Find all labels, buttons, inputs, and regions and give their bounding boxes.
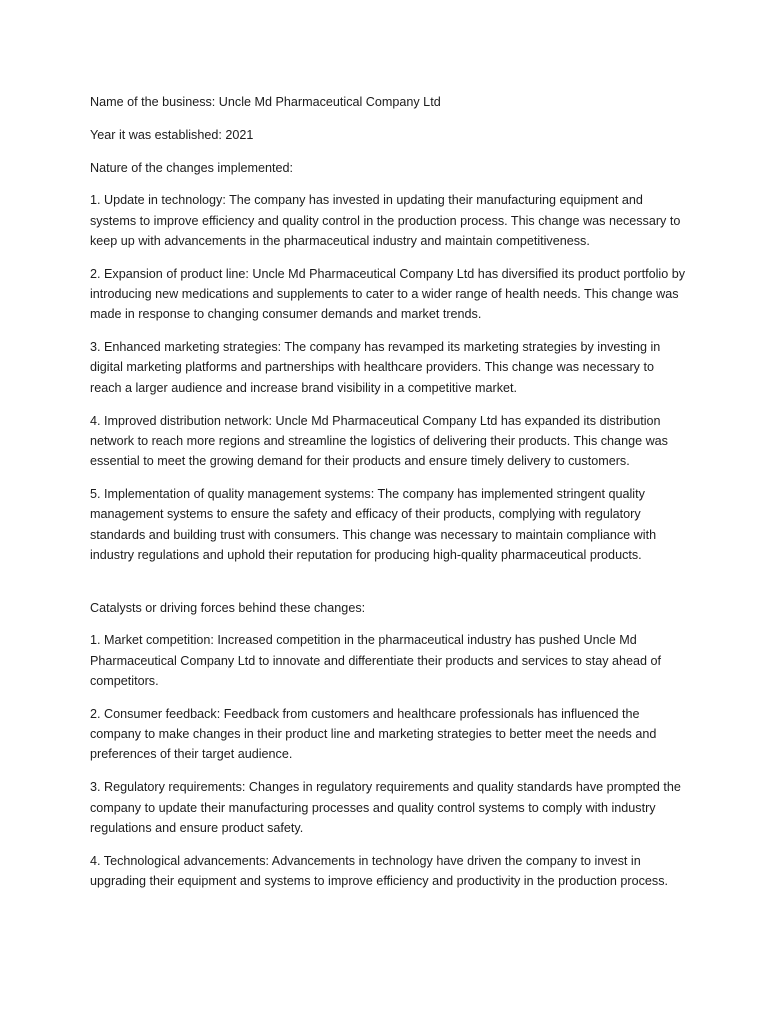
- catalyst-item: 2. Consumer feedback: Feedback from customers and healthcare professionals has influenced the company to make changes in their product line and marketing strategies to better meet the needs and preferences of their target audience.: [90, 706, 657, 762]
- change-item: 4. Improved distribution network: Uncle Md Pharmaceutical Company Ltd has expanded its distribution network to reach more regions and streamline the logistics of delivering their products. This change was essential to meet the growing demand for their products and ensure timely delivery to customers.: [90, 413, 668, 469]
- change-item: 1. Update in technology: The company has invested in updating their manufacturing equipment and systems to improve efficiency and quality control in the production process. This change was necessary to keep up with advancements in the pharmaceutical industry and maintain competitiveness.: [90, 193, 681, 248]
- catalysts-heading: Catalysts or driving forces behind these changes:: [90, 600, 366, 615]
- change-item: 3. Enhanced marketing strategies: The company has revamped its marketing strategies by investing in digital marketing platforms and partnerships with healthcare providers. This change was necessary to reach a larger audience and increase brand visibility in a competitive market.: [90, 340, 661, 395]
- change-item: 2. Expansion of product line: Uncle Md Pharmaceutical Company Ltd has diversified its product portfolio by introducing new medications and supplements to cater to a wider range of health needs. This change was made in response to changing consumer demands and market trends.: [90, 266, 686, 322]
- business-name: Name of the business: Uncle Md Pharmaceutical Company Ltd: [90, 95, 441, 109]
- section-spacer: [90, 578, 688, 598]
- changes-heading: Nature of the changes implemented:: [90, 160, 294, 175]
- catalyst-item: 4. Technological advancements: Advancements in technology have driven the company to invest in upgrading their equipment and systems to improve efficiency and productivity in the production process.: [90, 853, 668, 888]
- year-established: Year it was established: 2021: [90, 127, 254, 142]
- catalyst-item: 3. Regulatory requirements: Changes in regulatory requirements and quality standards have prompted the company to update their manufacturing processes and quality control systems to comply with industry regulations and ensure product safety.: [90, 780, 681, 835]
- catalyst-item: 1. Market competition: Increased competition in the pharmaceutical industry has pushed Uncle Md Pharmaceutical Company Ltd to innovate and differentiate their products and services to stay ahead of competitors.: [90, 633, 662, 689]
- change-item: 5. Implementation of quality management systems: The company has implemented stringent quality management systems to ensure the safety and efficacy of their products, complying with regulatory standards and building trust with consumers. This change was necessary to maintain compliance with industry regulations and uphold their reputation for producing high-quality pharmaceutical products.: [90, 486, 657, 562]
